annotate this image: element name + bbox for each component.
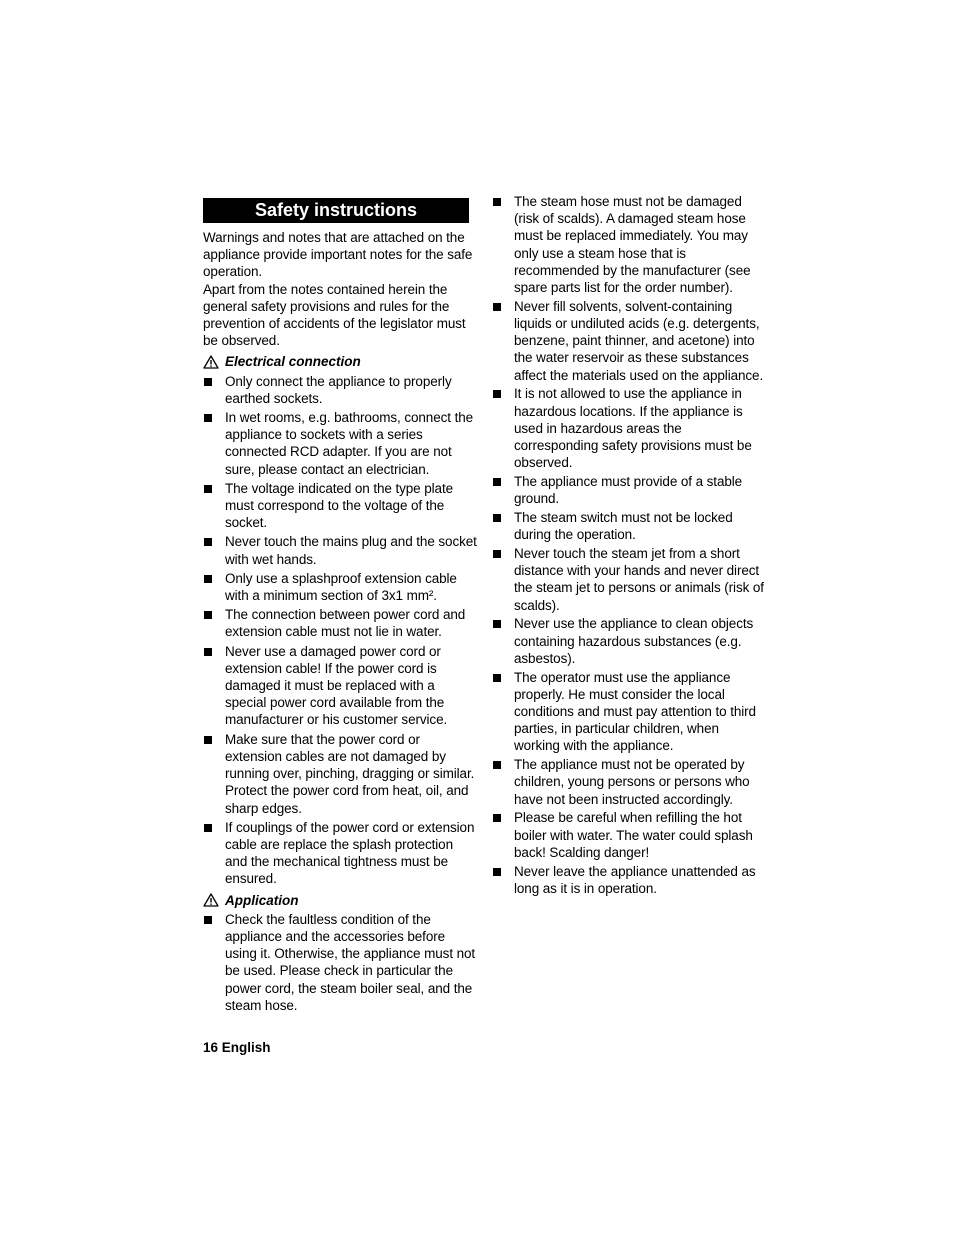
- list-item: [203, 373, 477, 407]
- bullet-square-icon: [493, 868, 501, 876]
- list-item-text: The appliance must provide of a stable ground.: [514, 474, 743, 507]
- list-item-text: It is not allowed to use the appliance in hazardous locations. If the appliance is used in hazardous areas the corresponding safety provisions must be observed.: [514, 386, 752, 471]
- bullet-square-icon: [204, 916, 212, 924]
- list-item-text: The appliance must not be operated by children, young persons or persons who have not been instructed accordingly.: [514, 757, 750, 807]
- list-item: [492, 473, 768, 507]
- bullet-square-icon: [204, 648, 212, 656]
- list-item: [203, 643, 477, 729]
- list-item-text: Never leave the appliance unattended as long as it is in operation.: [514, 863, 756, 896]
- right-column: [492, 193, 768, 899]
- bullet-square-icon: [204, 538, 212, 546]
- list-item-text: The voltage indicated on the type plate must correspond to the voltage of the socket.: [225, 480, 454, 531]
- list-item-text: Only use a splashproof extension cable with a minimum section of 3x1 mm².: [225, 570, 457, 604]
- bullet-square-icon: [204, 736, 212, 744]
- list-item: [492, 545, 768, 614]
- bullet-square-icon: [493, 550, 501, 558]
- intro-paragraph-2: Apart from the notes contained herein the general safety provisions and rules for the prevention of accidents of the legislator must be observed.: [203, 281, 466, 349]
- list-item: [203, 911, 477, 1014]
- warning-triangle-icon: [203, 355, 219, 369]
- list-item-text: Never use the appliance to clean objects containing hazardous substances (e.g. asbestos).: [514, 616, 754, 666]
- list-item-text: Make sure that the power cord or extension cables are not damaged by running over, pinching, dragging or similar. Protect the power cord from heat, oil, and sharp edges.: [225, 731, 475, 816]
- list-item-text: In wet rooms, e.g. bathrooms, connect the appliance to sockets with a series connected RCD adapter. If you are not sure, please contact an electrician.: [225, 410, 474, 477]
- list-item: [492, 863, 768, 897]
- bullet-square-icon: [204, 611, 212, 619]
- bullet-square-icon: [493, 514, 501, 522]
- list-item: [203, 819, 477, 888]
- list-item: [203, 480, 477, 532]
- bullet-square-icon: [493, 814, 501, 822]
- application-list-continued: [492, 193, 768, 897]
- left-column: [203, 193, 477, 1016]
- list-item-text: Never touch the steam jet from a short distance with your hands and never direct the steam jet to persons or animals (risk of scalds).: [514, 546, 764, 613]
- warning-triangle-icon: [203, 893, 219, 907]
- list-item: [492, 298, 768, 384]
- list-item-text: If couplings of the power cord or extension cable are replace the splash protection and the mechanical tightness must be ensured.: [225, 819, 475, 887]
- bullet-square-icon: [204, 824, 212, 832]
- intro-paragraph-1: Warnings and notes that are attached on the appliance provide important notes for the safe operation.: [203, 230, 473, 280]
- list-item-text: The steam hose must not be damaged (risk of scalds). A damaged steam hose must be replaced immediately. You may only use a steam hose that is recommended by the manufacturer (see spare parts list for the order number).: [514, 194, 751, 296]
- list-item: [203, 606, 477, 640]
- bullet-square-icon: [493, 761, 501, 769]
- subheading-label: Application: [225, 892, 299, 908]
- list-item: [492, 193, 768, 296]
- subheading-label: Electrical connection: [225, 354, 361, 370]
- list-item: [492, 669, 768, 755]
- subheading-electrical-connection: [203, 353, 477, 370]
- list-item: [492, 509, 768, 543]
- bullet-square-icon: [493, 478, 501, 486]
- list-item-text: Never use a damaged power cord or extension cable! If the power cord is damaged it must be replaced with a special power cord available from the manufacturer or his customer service.: [225, 643, 448, 728]
- list-item-text: Check the faultless condition of the appliance and the accessories before using it. Otherwise, the appliance must not be used. Please check in particular the power cord, the steam boiler seal, and the steam hose.: [225, 911, 476, 1013]
- list-item: [492, 615, 768, 667]
- list-item-text: The steam switch must not be locked during the operation.: [514, 510, 733, 543]
- list-item: [203, 731, 477, 817]
- list-item: [203, 409, 477, 478]
- list-item-text: Please be careful when refilling the hot boiler with water. The water could splash back! Scalding danger!: [514, 810, 753, 860]
- list-item-text: Never touch the mains plug and the socket with wet hands.: [225, 534, 477, 567]
- list-item: [492, 809, 768, 861]
- electrical-connection-list: [203, 373, 477, 888]
- bullet-square-icon: [493, 303, 501, 311]
- list-item: [492, 385, 768, 471]
- list-item: [203, 533, 477, 567]
- list-item-text: The connection between power cord and extension cable must not lie in water.: [225, 607, 466, 640]
- bullet-square-icon: [493, 198, 501, 206]
- application-list: [203, 911, 477, 1014]
- list-item-text: Never fill solvents, solvent-containing liquids or undiluted acids (e.g. detergents, benzene, paint thinner, and acetone) into the water reservoir as these substances affect the materials used on the appliance.: [514, 298, 764, 383]
- section-title: Safety instructions: [203, 198, 469, 223]
- list-item-text: The operator must use the appliance properly. He must consider the local conditions and must pay attention to third parties, in particular children, when working with the appliance.: [514, 669, 756, 754]
- bullet-square-icon: [493, 674, 501, 682]
- bullet-square-icon: [204, 485, 212, 493]
- list-item: [203, 570, 477, 604]
- bullet-square-icon: [493, 620, 501, 628]
- page-footer: 16 English: [203, 1040, 271, 1055]
- bullet-square-icon: [493, 390, 501, 398]
- bullet-square-icon: [204, 378, 212, 386]
- bullet-square-icon: [204, 414, 212, 422]
- subheading-application: [203, 892, 477, 909]
- list-item: [492, 756, 768, 808]
- bullet-square-icon: [204, 575, 212, 583]
- list-item-text: Only connect the appliance to properly earthed sockets.: [225, 373, 452, 406]
